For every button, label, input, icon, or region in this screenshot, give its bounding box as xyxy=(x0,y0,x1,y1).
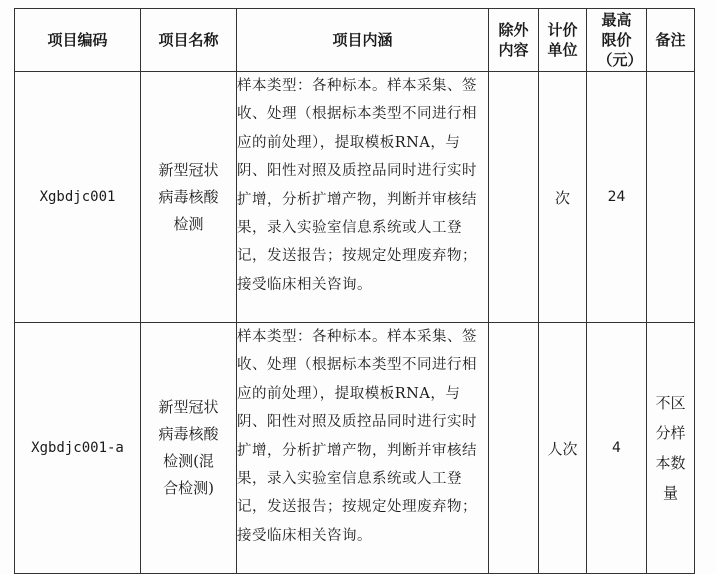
cell-max-price: 4 xyxy=(587,323,647,574)
header-content-label: 项目内涵 xyxy=(332,31,393,49)
cell-unit: 次 xyxy=(539,72,587,323)
header-code-label: 项目编码 xyxy=(47,31,108,49)
cell-note xyxy=(647,323,695,574)
header-max-price xyxy=(587,9,647,72)
header-name-label: 项目名称 xyxy=(158,31,219,49)
cell-excluded xyxy=(489,72,539,323)
header-name xyxy=(141,9,237,72)
cell-code: Xgbdjc001 xyxy=(15,72,141,323)
cell-name xyxy=(141,323,237,574)
cell-name-text: 新型冠状病毒核酸检测(混合检测) xyxy=(158,398,219,497)
header-excluded-label: 除外内容 xyxy=(498,21,529,59)
header-unit-label: 计价单位 xyxy=(547,21,578,59)
header-note xyxy=(647,9,695,72)
table-header-row xyxy=(15,9,695,72)
header-note-label: 备注 xyxy=(655,31,686,49)
header-excluded xyxy=(489,9,539,72)
cell-note-text: 不区分样本数量 xyxy=(655,394,686,502)
cell-name xyxy=(141,72,237,323)
table-row xyxy=(15,323,695,574)
price-table xyxy=(14,8,695,574)
cell-note xyxy=(647,72,695,323)
cell-content: 样本类型：各种标本。样本采集、签收、处理（根据标本类型不同进行相应的前处理），提取模板RNA，与阴、阳性对照及质控品同时进行实时扩增，分析扩增产物，判断并审核结果，录入实验室信息系统或人工登记，发送报告；按规定处理废弃物；接受临床相关咨询。 xyxy=(237,323,489,574)
header-code xyxy=(15,9,141,72)
cell-content: 样本类型：各种标本。样本采集、签收、处理（根据标本类型不同进行相应的前处理），提取模板RNA，与阴、阳性对照及质控品同时进行实时扩增，分析扩增产物，判断并审核结果，录入实验室信息系统或人工登记，发送报告；按规定处理废弃物；接受临床相关咨询。 xyxy=(237,72,489,323)
cell-name-text: 新型冠状病毒核酸检测 xyxy=(158,160,219,233)
header-content xyxy=(237,9,489,72)
cell-max-price: 24 xyxy=(587,72,647,323)
cell-unit: 人次 xyxy=(539,323,587,574)
table-row xyxy=(15,72,695,323)
header-max-price-label: 最高限价（元） xyxy=(597,11,643,69)
header-unit xyxy=(539,9,587,72)
cell-excluded xyxy=(489,323,539,574)
cell-code: Xgbdjc001-a xyxy=(15,323,141,574)
